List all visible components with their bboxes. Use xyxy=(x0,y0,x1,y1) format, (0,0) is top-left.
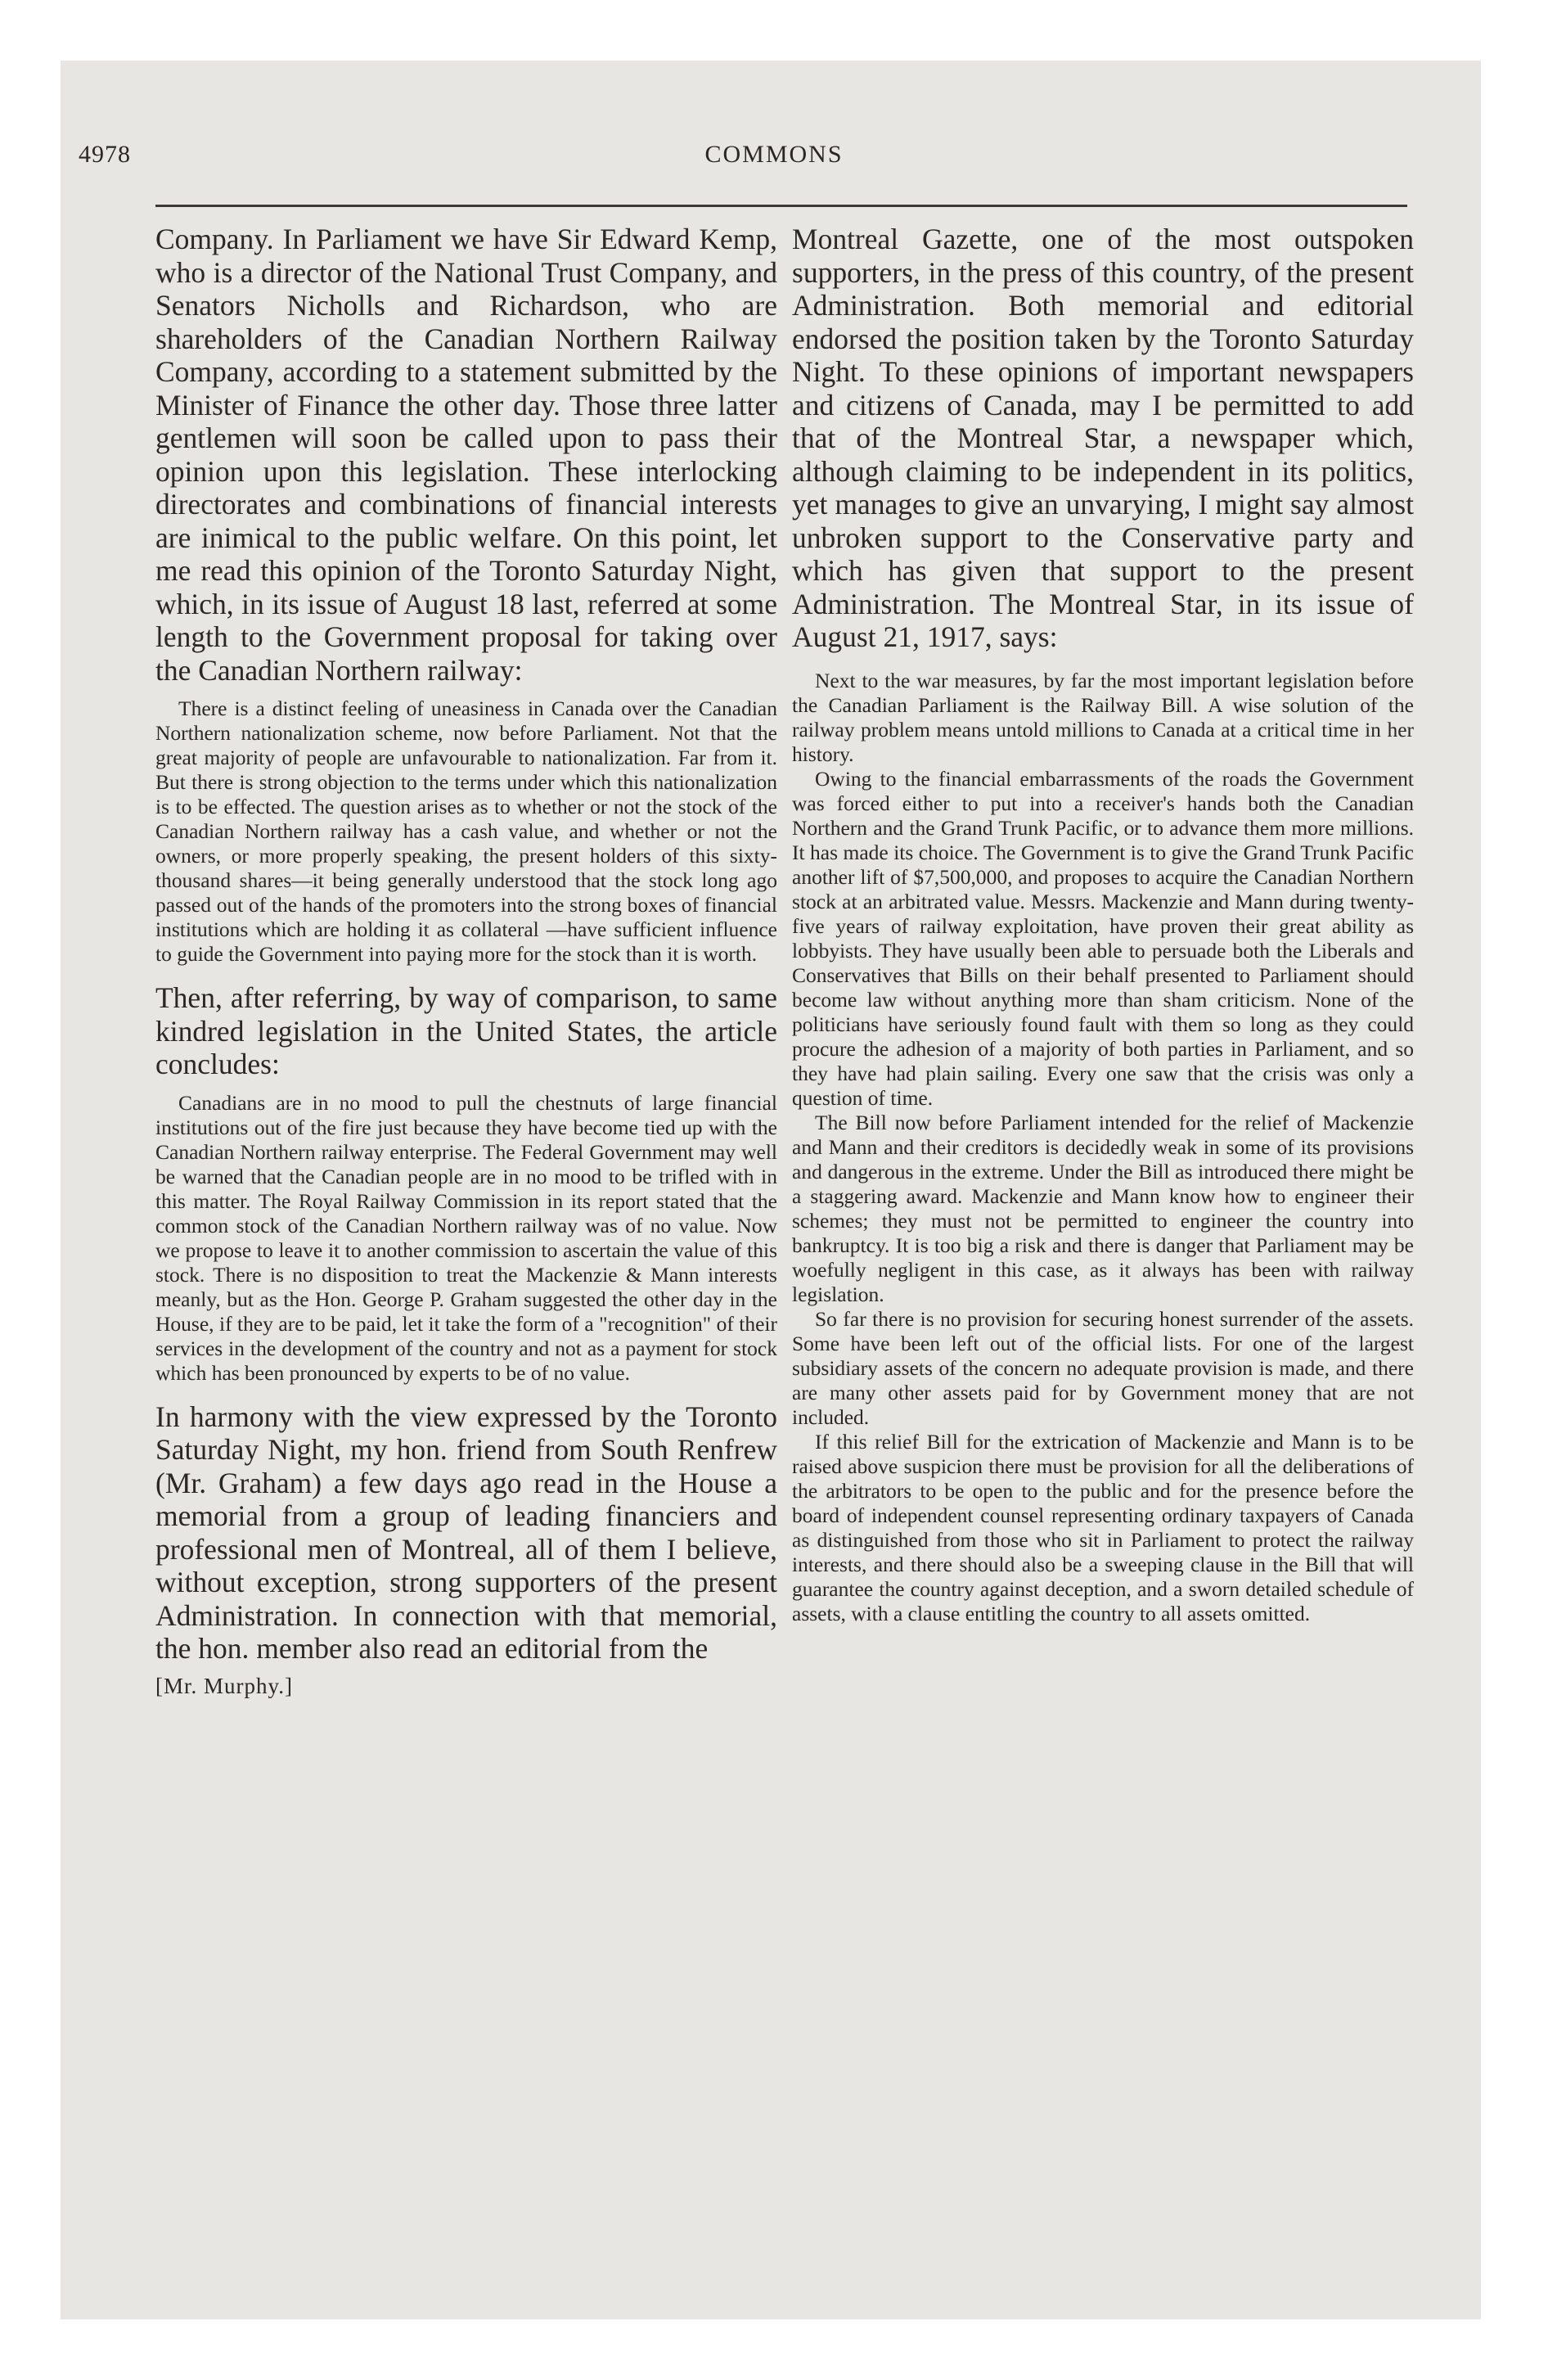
speaker-attribution: [Mr. Murphy.] xyxy=(155,1673,293,1698)
quotation-paragraph: There is a distinct feeling of uneasiness in Canada over the Canadian Northern nationalization scheme, now before Parliament. Not that the great majority of people are unfavourable to nationalization. Far from it. But there is strong objection to the terms under which this nationalization is to be effected. The question arises as to whether or not the stock of the Canadian Northern railway has a cash value, and whether or not the owners, or more properly speaking, the present holders of this sixty-thousand shares—it being generally understood that the stock long ago passed out of the hands of the promoters into the strong boxes of financial institutions which are holding it as collateral —have sufficient influence to guide the Government into paying more for the stock than it is worth. xyxy=(155,696,777,966)
page-number: 4978 xyxy=(79,141,131,168)
quotation-block xyxy=(792,669,1414,1626)
quotation-paragraph: Canadians are in no mood to pull the chestnuts of large financial institutions out of the fire just because they have become tied up with the Canadian Northern railway enterprise. The Federal Government may well be warned that the Canadian people are in no mood to be trifled with in this matter. The Royal Railway Commission in its report stated that the common stock of the Canadian Northern railway was of no value. Now we propose to leave it to another commission to ascertain the value of this stock. There is no disposition to treat the Mackenzie & Mann interests meanly, but as the Hon. George P. Graham suggested the other day in the House, if they are to be paid, let it take the form of a "recognition" of their services in the development of the country and not as a payment for stock which has been pronounced by experts to be of no value. xyxy=(155,1090,777,1385)
header-rule xyxy=(155,205,1407,207)
quotation-paragraph: So far there is no provision for securing honest surrender of the assets. Some have been left out of the official lists. For one of the largest subsidiary assets of the concern no adequate provision is made, and there are many other assets paid for by Government money that are not included. xyxy=(792,1306,1414,1429)
quotation-block xyxy=(155,696,777,967)
left-column xyxy=(155,223,777,1699)
running-head: COMMONS xyxy=(704,141,844,168)
quotation-paragraph: Owing to the financial embarrassments of the roads the Government was forced either to put into a receiver's hands both the Canadian Northern and the Grand Trunk Pacific, or to advance them more millions. It has made its choice. The Government is to give the Grand Trunk Pacific another lift of $7,500,000, and proposes to acquire the Canadian Northern stock at an arbitrated value. Messrs. Mackenzie and Mann during twenty-five years of railway exploitation, have proven their great ability as lobbyists. They have usually been able to persuade both the Liberals and Conservatives that Bills on their behalf presented to Parliament should become law without anything more than sham criticism. None of the politicians have seriously found fault with them so long as they could procure the adhesion of a majority of both parties in Parliament, and so they have had plain sailing. Every one saw that the crisis was only a question of time. xyxy=(792,766,1414,1110)
body-paragraph: Montreal Gazette, one of the most outspoken supporters, in the press of this country, of the present Administration. Both memorial and editorial endorsed the position taken by the Toronto Saturday Night. To these opinions of important newspapers and citizens of Canada, may I be permitted to add that of the Montreal Star, a newspaper which, although claiming to be independent in its politics, yet manages to give an unvarying, I might say almost unbroken support to the Conservative party and which has given that support to the present Administration. The Montreal Star, in its issue of August 21, 1917, says: xyxy=(792,223,1414,653)
right-column xyxy=(792,223,1414,1641)
body-paragraph: Then, after referring, by way of comparison, to same kindred legislation in the United States, the article concludes: xyxy=(155,981,777,1080)
quotation-paragraph: If this relief Bill for the extrication of Mackenzie and Mann is to be raised above suspicion there must be provision for all the deliberations of the arbitrators to be open to the public and for the presence before the board of independent counsel representing ordinary taxpayers of Canada as distinguished from those who sit in Parliament to protect the railway interests, and there should also be a sweeping clause in the Bill that will guarantee the country against deception, and a sworn detailed schedule of assets, with a clause entitling the country to all assets omitted. xyxy=(792,1429,1414,1625)
quotation-paragraph: The Bill now before Parliament intended for the relief of Mackenzie and Mann and their creditors is decidedly weak in some of its provisions and dangerous in the extreme. Under the Bill as introduced there might be a staggering award. Mackenzie and Mann know how to engineer their schemes; they must not be permitted to engineer the country into bankruptcy. It is too big a risk and there is danger that Parliament may be woefully negligent in this case, as it always has been with railway legislation. xyxy=(792,1110,1414,1306)
body-paragraph: In harmony with the view expressed by the Toronto Saturday Night, my hon. friend from South Renfrew (Mr. Graham) a few days ago read in the House a memorial from a group of leading financiers and professional men of Montreal, all of them I believe, without exception, strong supporters of the present Administration. In connection with that memorial, the hon. member also read an editorial from the xyxy=(155,1400,777,1665)
quotation-block xyxy=(155,1091,777,1386)
quotation-paragraph: Next to the war measures, by far the most important legislation before the Canadian Parliament is the Railway Bill. A wise solution of the railway problem means untold millions to Canada at a critical time in her history. xyxy=(792,668,1414,766)
body-paragraph: Company. In Parliament we have Sir Edward Kemp, who is a director of the National Trust Company, and Senators Nicholls and Richardson, who are shareholders of the Canadian Northern Railway Company, according to a statement submitted by the Minister of Finance the other day. Those three latter gentlemen will soon be called upon to pass their opinion upon this legislation. These interlocking directorates and combinations of financial interests are inimical to the public welfare. On this point, let me read this opinion of the Toronto Saturday Night, which, in its issue of August 18 last, referred at some length to the Government proposal for taking over the Canadian Northern railway: xyxy=(155,223,777,687)
